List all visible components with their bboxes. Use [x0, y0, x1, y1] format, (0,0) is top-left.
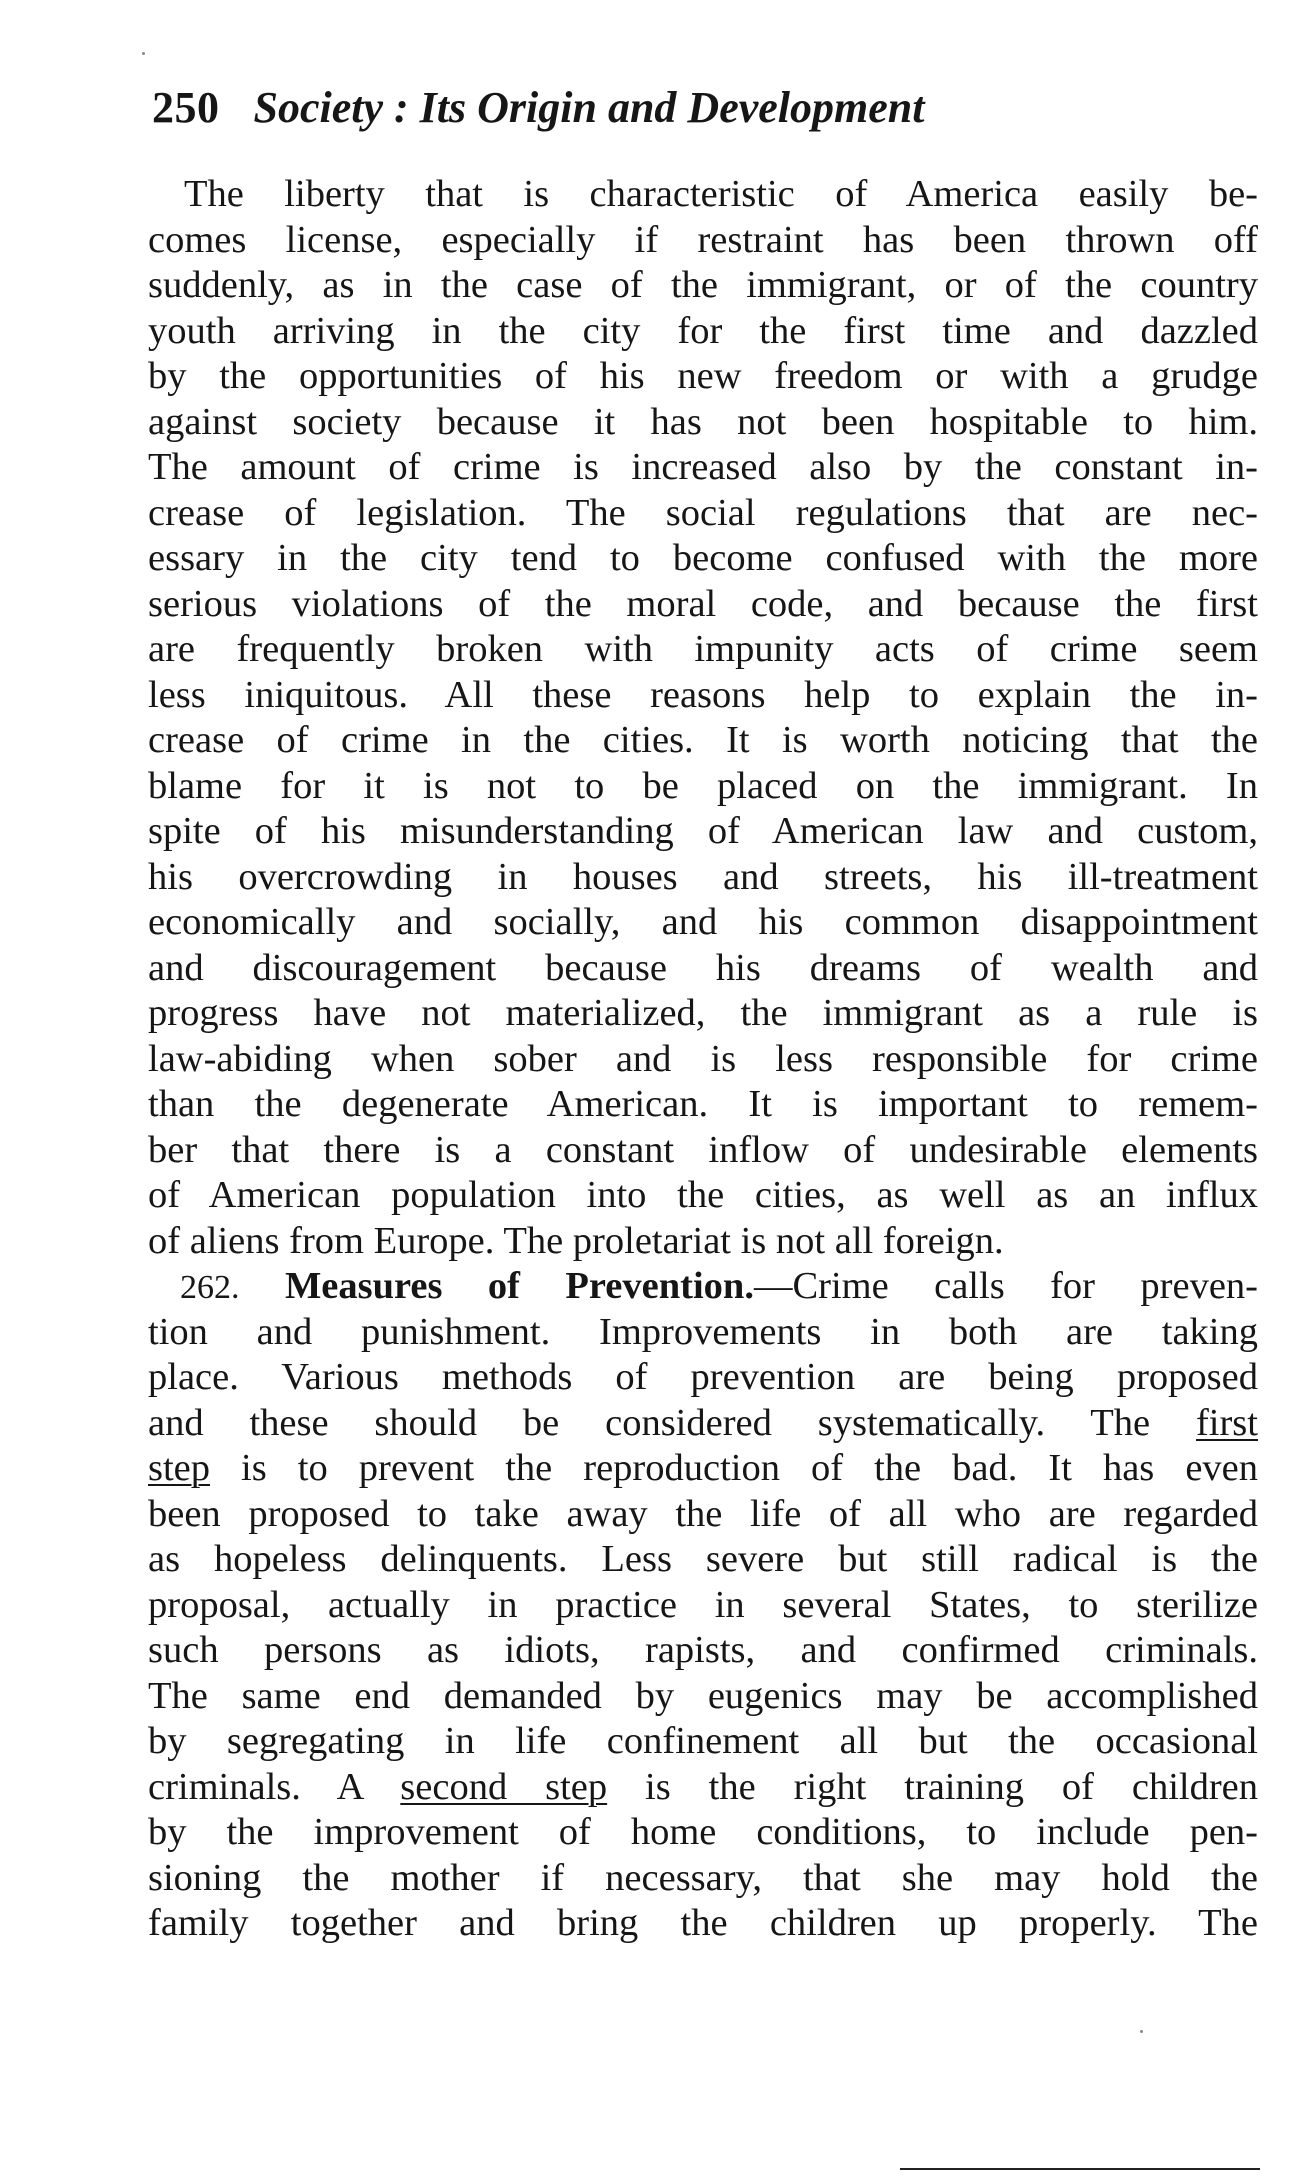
text-line: blame for it is not to be placed on the immigrant. In — [148, 764, 1258, 807]
page-header — [152, 82, 1152, 142]
text-line: The liberty that is characteristic of America easily be- — [184, 173, 1258, 215]
body-text — [148, 172, 1258, 1947]
text-line: than the degenerate American. It is important to remem- — [148, 1083, 1258, 1125]
text-line: and discouragement because his dreams of wealth and — [148, 946, 1258, 989]
text-line — [148, 1765, 1258, 1811]
text-line-fragment: —Crime calls for preven- — [753, 1265, 1259, 1307]
text-line: such persons as idiots, rapists, and confirmed criminals. — [148, 1629, 1258, 1671]
text-line: crease of legislation. The social regulations that are nec- — [148, 491, 1258, 534]
text-line: The amount of crime is increased also by the constant in- — [148, 446, 1258, 488]
running-title: Society : Its Origin and Development — [253, 83, 925, 132]
paper-speck — [1140, 2030, 1143, 2033]
paper-speck — [142, 52, 145, 55]
underlined-phrase: step — [148, 1447, 211, 1489]
underlined-phrase: first — [1195, 1401, 1258, 1444]
text-line: family together and bring the children up properly. The — [148, 1902, 1258, 1944]
text-line: law-abiding when sober and is less responsible for crime — [148, 1037, 1258, 1080]
text-line: his overcrowding in houses and streets, his ill-treatment — [148, 855, 1258, 898]
text-line: are frequently broken with impunity acts of crime seem — [148, 628, 1258, 670]
text-line — [148, 1446, 1258, 1492]
text-line: of American population into the cities, as well as an influx — [148, 1174, 1258, 1216]
bottom-edge-rule — [900, 2168, 1260, 2170]
text-line: serious violations of the moral code, and because the first — [148, 582, 1258, 625]
text-line: spite of his misunderstanding of American law and custom, — [148, 810, 1258, 852]
text-line: proposal, actually in practice in several States, to sterilize — [148, 1583, 1258, 1626]
text-line: crease of crime in the cities. It is worth noticing that the — [148, 719, 1258, 761]
text-line: comes license, especially if restraint has been thrown off — [148, 218, 1258, 261]
text-line: by segregating in life confinement all but the occasional — [148, 1720, 1258, 1762]
text-line: ber that there is a constant inflow of undesirable elements — [148, 1128, 1258, 1171]
section-number: 262. — [180, 1269, 240, 1306]
text-line: place. Various methods of prevention are being proposed — [148, 1356, 1258, 1398]
text-line: progress have not materialized, the immigrant as a rule is — [148, 992, 1258, 1034]
text-line-fragment: is the right training of children — [607, 1765, 1258, 1808]
text-line: of aliens from Europe. The proletariat is not all foreign. — [148, 1219, 1004, 1262]
text-line: as hopeless delinquents. Less severe but still radical is the — [148, 1538, 1258, 1580]
text-line: sioning the mother if necessary, that she may hold the — [148, 1856, 1258, 1899]
text-line — [148, 1401, 1258, 1447]
text-line: less iniquitous. All these reasons help to explain the in- — [148, 673, 1258, 716]
underlined-phrase: second step — [400, 1765, 608, 1808]
text-line: youth arriving in the city for the first time and dazzled — [148, 309, 1258, 352]
text-line: tion and punishment. Improvements in both are taking — [148, 1310, 1258, 1353]
page-number: 250 — [152, 83, 220, 132]
text-line: suddenly, as in the case of the immigrant, or of the country — [148, 264, 1258, 306]
text-line: been proposed to take away the life of all who are regarded — [148, 1492, 1258, 1535]
section-heading-line — [148, 1264, 1258, 1310]
text-line: economically and socially, and his common disappointment — [148, 901, 1258, 943]
text-line: essary in the city tend to become confused with the more — [148, 537, 1258, 579]
text-line: The same end demanded by eugenics may be accomplished — [148, 1674, 1258, 1717]
paragraph-1 — [148, 172, 1258, 1264]
text-line-fragment: criminals. A — [148, 1765, 401, 1808]
text-line-fragment: and these should be considered systematically. The — [148, 1401, 1196, 1444]
text-line-fragment: is to prevent the reproduction of the bad. It has even — [210, 1447, 1258, 1489]
text-line: by the opportunities of his new freedom or with a grudge — [148, 355, 1258, 397]
section-title: Measures of Prevention. — [284, 1265, 754, 1307]
text-line: by the improvement of home conditions, to include pen- — [148, 1811, 1258, 1853]
text-line: against society because it has not been hospitable to him. — [148, 400, 1258, 443]
section-262 — [148, 1264, 1258, 1947]
